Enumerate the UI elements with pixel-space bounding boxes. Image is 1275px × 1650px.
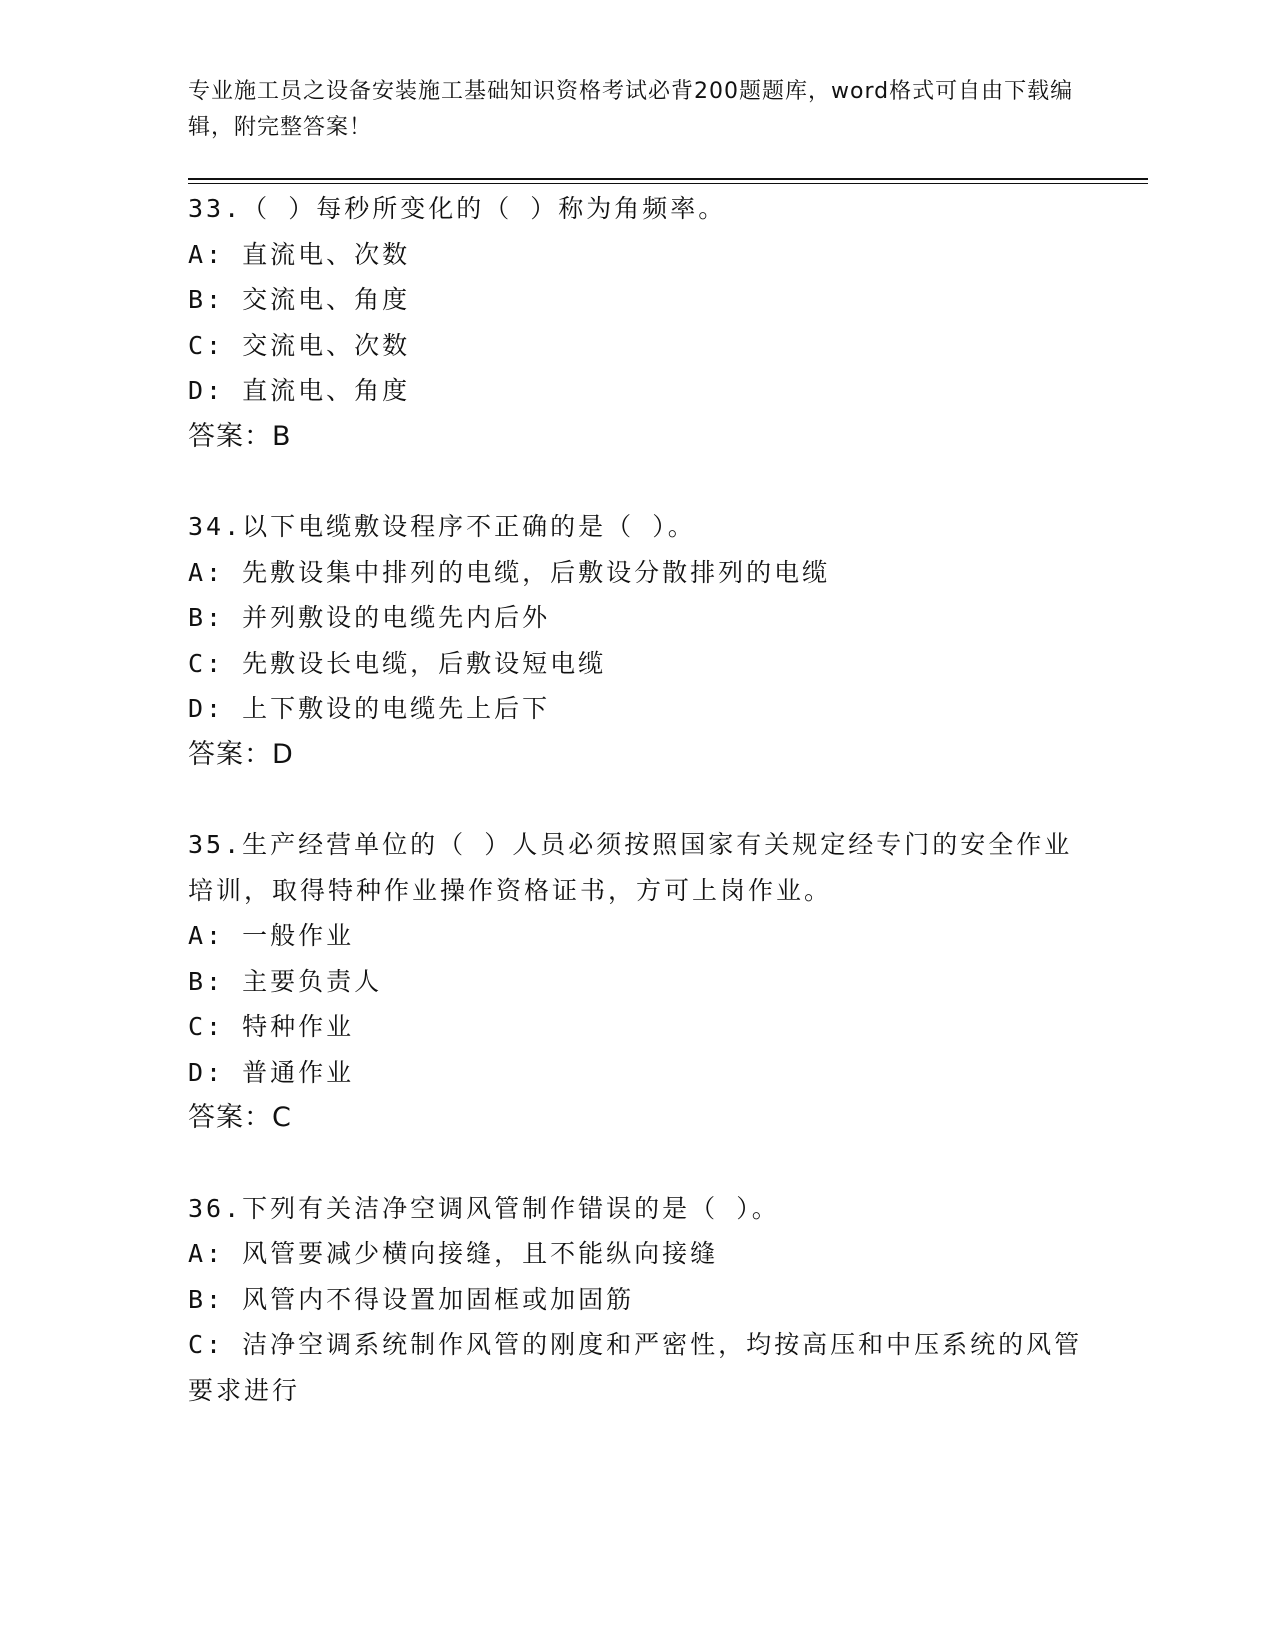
question-list — [188, 186, 1088, 1413]
option-a: A: 风管要减少横向接缝，且不能纵向接缝 — [188, 1239, 719, 1268]
question-spacer — [188, 1141, 1088, 1186]
option-c: C: 特种作业 — [188, 1012, 355, 1041]
question-stem: 35.生产经营单位的（ ）人员必须按照国家有关规定经专门的安全作业培训，取得特种作业操作资格证书，方可上岗作业。 — [188, 830, 1073, 905]
document-header — [188, 74, 1088, 146]
option-b: B: 交流电、角度 — [188, 285, 411, 314]
option-b: B: 风管内不得设置加固框或加固筋 — [188, 1284, 635, 1314]
option-b: B: 主要负责人 — [188, 966, 383, 996]
answer-label: 答案：D — [188, 738, 294, 770]
option-d: D: 上下敷设的电缆先上后下 — [188, 694, 551, 723]
answer-label: 答案：B — [188, 420, 292, 452]
option-d: D: 直流电、角度 — [188, 376, 411, 405]
answer-label: 答案：C — [188, 1102, 292, 1133]
header-divider-thick — [188, 178, 1148, 180]
option-d: D: 普通作业 — [188, 1057, 355, 1087]
question-36 — [188, 1186, 1088, 1414]
question-stem: 33.（ ）每秒所变化的（ ）称为角频率。 — [188, 194, 727, 223]
question-stem: 34.以下电缆敷设程序不正确的是（ ）。 — [188, 512, 696, 541]
question-33 — [188, 186, 1088, 459]
question-34 — [188, 504, 1088, 777]
option-a: A: 直流电、次数 — [188, 239, 411, 269]
option-a: A: 先敷设集中排列的电缆，后敷设分散排列的电缆 — [188, 557, 831, 587]
option-c: C: 洁净空调系统制作风管的刚度和严密性，均按高压和中压系统的风管要求进行 — [188, 1330, 1083, 1405]
header-text: 专业施工员之设备安装施工基础知识资格考试必背200题题库，word格式可自由下载编辑，附完整答案！ — [188, 79, 1074, 140]
question-stem: 36.下列有关洁净空调风管制作错误的是（ ）。 — [188, 1193, 780, 1223]
question-spacer — [188, 777, 1088, 822]
option-c: C: 先敷设长电缆，后敷设短电缆 — [188, 648, 607, 678]
option-b: B: 并列敷设的电缆先内后外 — [188, 603, 551, 632]
question-spacer — [188, 459, 1088, 504]
header-divider-thin — [188, 183, 1148, 184]
question-35 — [188, 822, 1088, 1141]
option-c: C: 交流电、次数 — [188, 330, 411, 360]
option-a: A: 一般作业 — [188, 921, 355, 950]
